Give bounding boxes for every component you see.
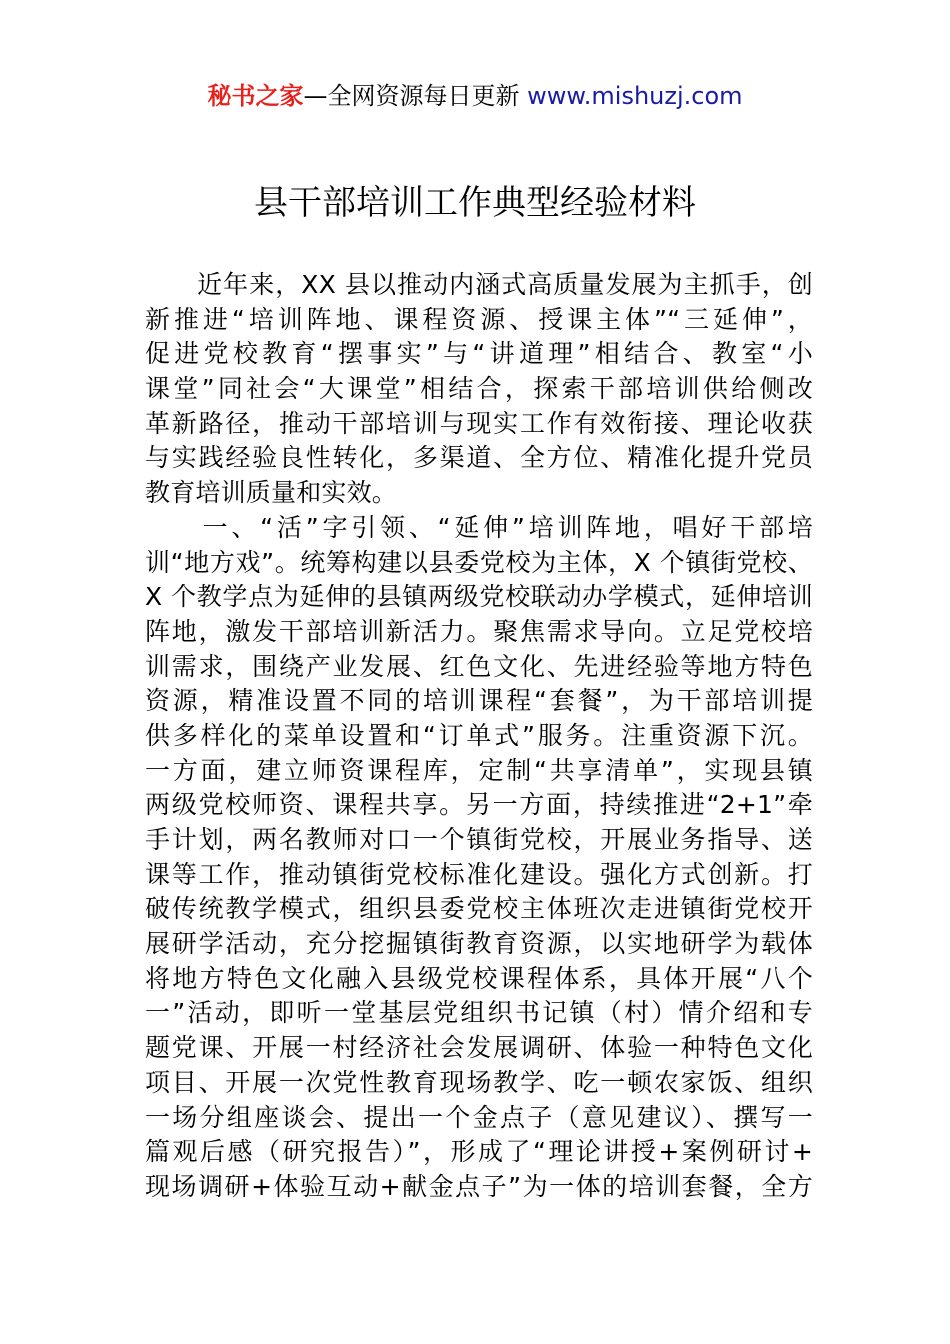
body-text-line: 篇观后感（研究报告）”，形成了“理论讲授+案例研讨+ [145,1137,813,1167]
body-text-line: 近年来，XX 县以推动内涵式高质量发展为主抓手，创 [145,270,813,299]
body-text-line: 教育培训质量和实效。 [145,478,398,508]
body-text-line: 资源，精准设置不同的培训课程“套餐”，为干部培训提 [145,686,813,716]
body-text-line: X 个教学点为延伸的县镇两级党校联动办学模式，延伸培训 [145,582,813,612]
body-text-line: 训需求，围绕产业发展、红色文化、先进经验等地方特色 [145,651,813,681]
body-text-line: 革新路径，推动干部培训与现实工作有效衔接、理论收获 [145,408,813,438]
document-title: 县干部培训工作典型经验材料 [254,183,696,223]
body-text-line: 课等工作，推动镇街党校标准化建设。强化方式创新。打 [145,859,813,889]
body-text-line: 新推进“培训阵地、课程资源、授课主体”“三延伸”， [145,304,813,334]
body-text-line: 一场分组座谈会、提出一个金点子（意见建议）、撰写一 [145,1102,813,1132]
site-url-link[interactable]: www.mishuzj.com [527,82,743,110]
body-text-line: 促进党校教育“摆事实”与“讲道理”相结合、教室“小 [145,339,813,369]
body-text-line: 题党课、开展一村经济社会发展调研、体验一种特色文化 [145,1033,813,1063]
site-tagline: —全网资源每日更新 [303,82,528,110]
document-body [145,268,813,1205]
body-text-line: 将地方特色文化融入县级党校课程体系，具体开展“八个 [145,963,813,993]
body-text-line: 项目、开展一次党性教育现场教学、吃一顿农家饭、组织 [145,1067,813,1097]
body-text-line: 与实践经验良性转化，多渠道、全方位、精准化提升党员 [145,443,813,473]
site-banner [0,80,950,112]
body-text-line: 一方面，建立师资课程库，定制“共享清单”，实现县镇 [145,755,813,785]
body-text-line: 一”活动，即听一堂基层党组织书记镇（村）情介绍和专 [145,998,813,1028]
body-text-line: 现场调研+体验互动+献金点子”为一体的培训套餐，全方 [145,1171,813,1201]
body-text-line: 手计划，两名教师对口一个镇街党校，开展业务指导、送 [145,825,813,854]
body-text-line: 展研学活动，充分挖掘镇街教育资源，以实地研学为载体 [145,929,813,959]
body-text-line: 供多样化的菜单设置和“订单式”服务。注重资源下沉。 [145,720,813,750]
site-brand: 秘书之家 [207,82,304,110]
body-text-line: 一、“活”字引领、“延伸”培训阵地，唱好干部培 [145,512,813,542]
body-text-line: 训“地方戏”。统筹构建以县委党校为主体，X 个镇街党校、 [145,547,813,577]
body-text-line: 破传统教学模式，组织县委党校主体班次走进镇街党校开 [145,894,813,924]
body-text-line: 两级党校师资、课程共享。另一方面，持续推进“2+1”牵 [145,790,813,820]
body-text-line: 阵地，激发干部培训新活力。聚焦需求导向。立足党校培 [145,616,813,646]
body-text-line: 课堂”同社会“大课堂”相结合，探索干部培训供给侧改 [145,374,813,404]
